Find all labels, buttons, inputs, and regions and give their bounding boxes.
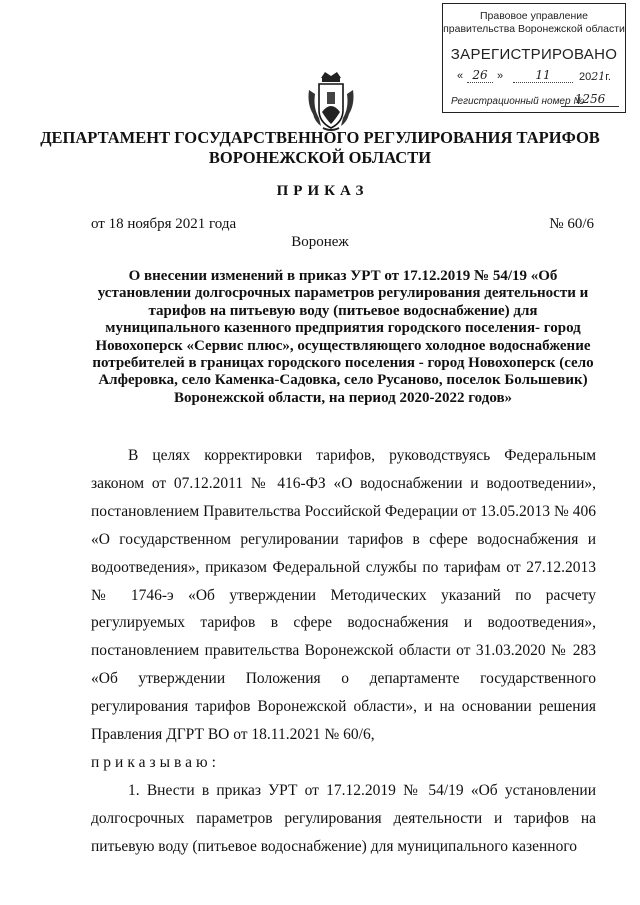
order-word: приказываю: [91,753,220,771]
stamp-organization: Правовое управление правительства Воронежской области [443,10,625,35]
stamp-date-year-prefix: 20 [579,71,592,83]
stamp-date-year-end: г. [605,71,611,83]
document-body [91,442,596,861]
stamp-date [453,70,619,88]
stamp-reg-number: 1256 [561,92,619,107]
item-1-paragraph: 1. Внести в приказ УРТ от 17.12.2019 № 54/19 «Об установлении долгосрочных параметров регулирования деятельности и тарифов на питьевую воду (питьевое водоснабжение) для муниципального казенного [91,781,596,855]
registration-stamp [442,3,626,113]
document-number: № 60/6 [549,216,594,232]
document-type: ПРИКАЗ [276,183,369,199]
stamp-date-day: 26 [467,68,493,83]
document-city: Воронеж [291,234,349,250]
stamp-date-year [579,70,611,83]
document-date: от 18 ноября 2021 года [91,216,237,232]
stamp-date-quote-close: » [497,70,504,82]
stamp-date-month: 11 [513,68,573,83]
document-title: О внесении изменений в приказ УРТ от 17.12.2019 № 54/19 «Об установлении долгосрочных параметров регулирования деятельности и тарифов на питьевую воду (питьевое водоснабжение) для муниципального казенного предприятия городского поселения- город Новохоперск «Сервис плюс», осуществляющего холодное водоснабжение потребителей в границах городского поселения - город Новохоперск (село Алферовка, село Каменка-Садовка, село Русаново, поселок Большевик) Воронежской области, на период 2020-2022 годов» [92,268,594,406]
stamp-date-quote-open: « [457,70,464,82]
preamble-paragraph: В целях корректировки тарифов, руководствуясь Федеральным законом от 07.12.2011 № 416-ФЗ «О водоснабжении и водоотведении», постановлением Правительства Российской Федерации от 13.05.2013 № 406 «О государственном регулировании тарифов в сфере водоснабжения и водоотведения», приказом Федеральной службы по тарифам от 27.12.2013 № 1746-э «Об утверждении Методических указаний по расчету регулируемых тарифов в сфере водоснабжения и водоотведения», постановлением правительства Воронежской области от 31.03.2020 № 283 «Об утверждении Положения о департаменте государственного регулирования тарифов Воронежской области», и на основании решения Правления ДГРТ ВО от 18.11.2021 № 60/6, [91,447,596,744]
department-name: ДЕПАРТАМЕНТ ГОСУДАРСТВЕННОГО РЕГУЛИРОВАНИЯ ТАРИФОВ ВОРОНЕЖСКОЙ ОБЛАСТИ [40,128,600,167]
stamp-date-year-suffix: 21 [591,70,606,83]
stamp-reg-label: Регистрационный номер № [451,96,585,107]
coat-of-arms-emblem [305,70,357,134]
stamp-status: ЗАРЕГИСТРИРОВАНО [450,46,618,63]
